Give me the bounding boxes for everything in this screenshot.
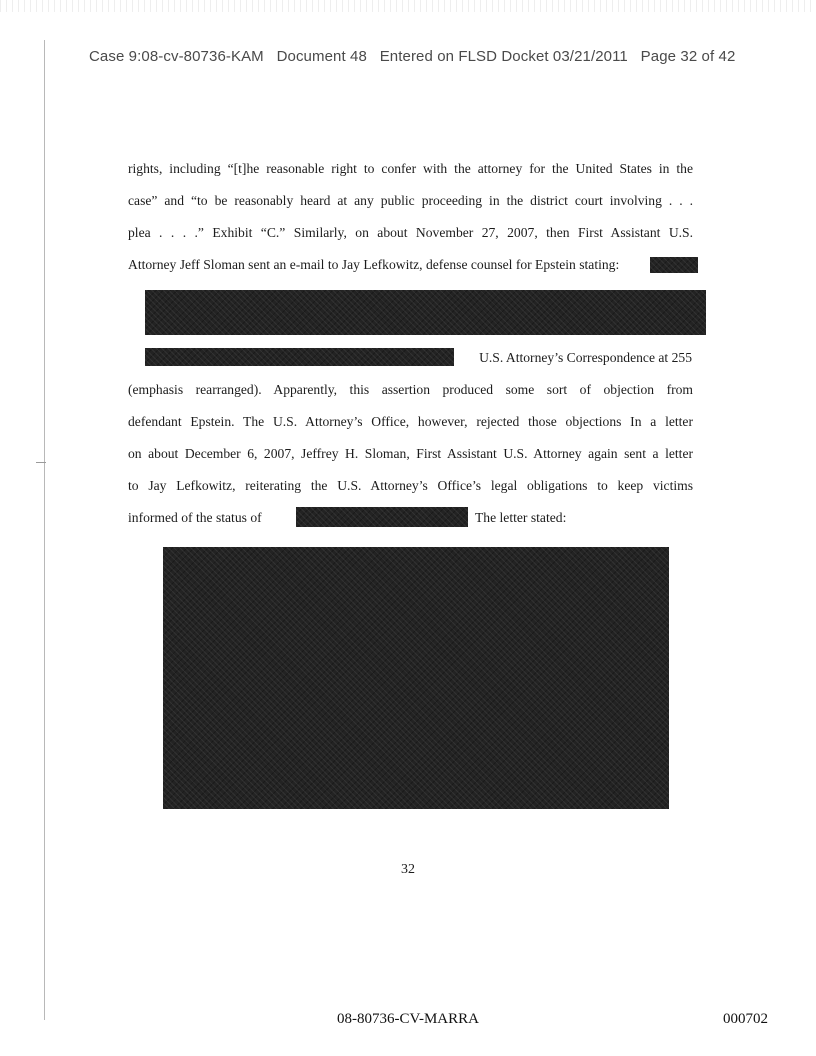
redaction-inline-3	[296, 507, 468, 527]
body-line-5-tail: U.S. Attorney’s Correspondence at 255	[479, 350, 692, 365]
redaction-inline-1	[650, 257, 698, 273]
body-line-3: plea . . . .” Exhibit “C.” Similarly, on about November 27, 2007, then First Assistant U.S.	[128, 225, 693, 240]
body-line-9: to Jay Lefkowitz, reiterating the U.S. Attorney’s Office’s legal obligations to keep victims	[128, 478, 693, 493]
left-margin-tick	[36, 462, 46, 463]
body-line-10-head: informed of the status of	[128, 510, 262, 525]
body-line-7: defendant Epstein. The U.S. Attorney’s Office, however, rejected those objections In a letter	[128, 414, 693, 429]
footer-bates-number: 000702	[723, 1011, 768, 1027]
redaction-inline-2	[145, 348, 454, 366]
body-line-2: case” and “to be reasonably heard at any public proceeding in the district court involving . . .	[128, 193, 693, 208]
body-line-8: on about December 6, 2007, Jeffrey H. Sloman, First Assistant U.S. Attorney again sent a letter	[128, 446, 693, 461]
body-line-10-tail: The letter stated:	[475, 510, 567, 525]
scan-artifact-top	[0, 0, 816, 12]
redaction-block-1	[145, 290, 706, 335]
footer-case-number: 08-80736-CV-MARRA	[337, 1011, 479, 1027]
case-header: Case 9:08-cv-80736-KAM Document 48 Entered on FLSD Docket 03/21/2011 Page 32 of 42	[89, 48, 736, 65]
redaction-block-2	[163, 547, 669, 809]
page-number: 32	[401, 862, 415, 877]
body-line-1: rights, including “[t]he reasonable right to confer with the attorney for the United States in the	[128, 161, 693, 176]
body-line-6: (emphasis rearranged). Apparently, this assertion produced some sort of objection from	[128, 382, 693, 397]
body-line-4: Attorney Jeff Sloman sent an e-mail to Jay Lefkowitz, defense counsel for Epstein stating:	[128, 257, 620, 272]
